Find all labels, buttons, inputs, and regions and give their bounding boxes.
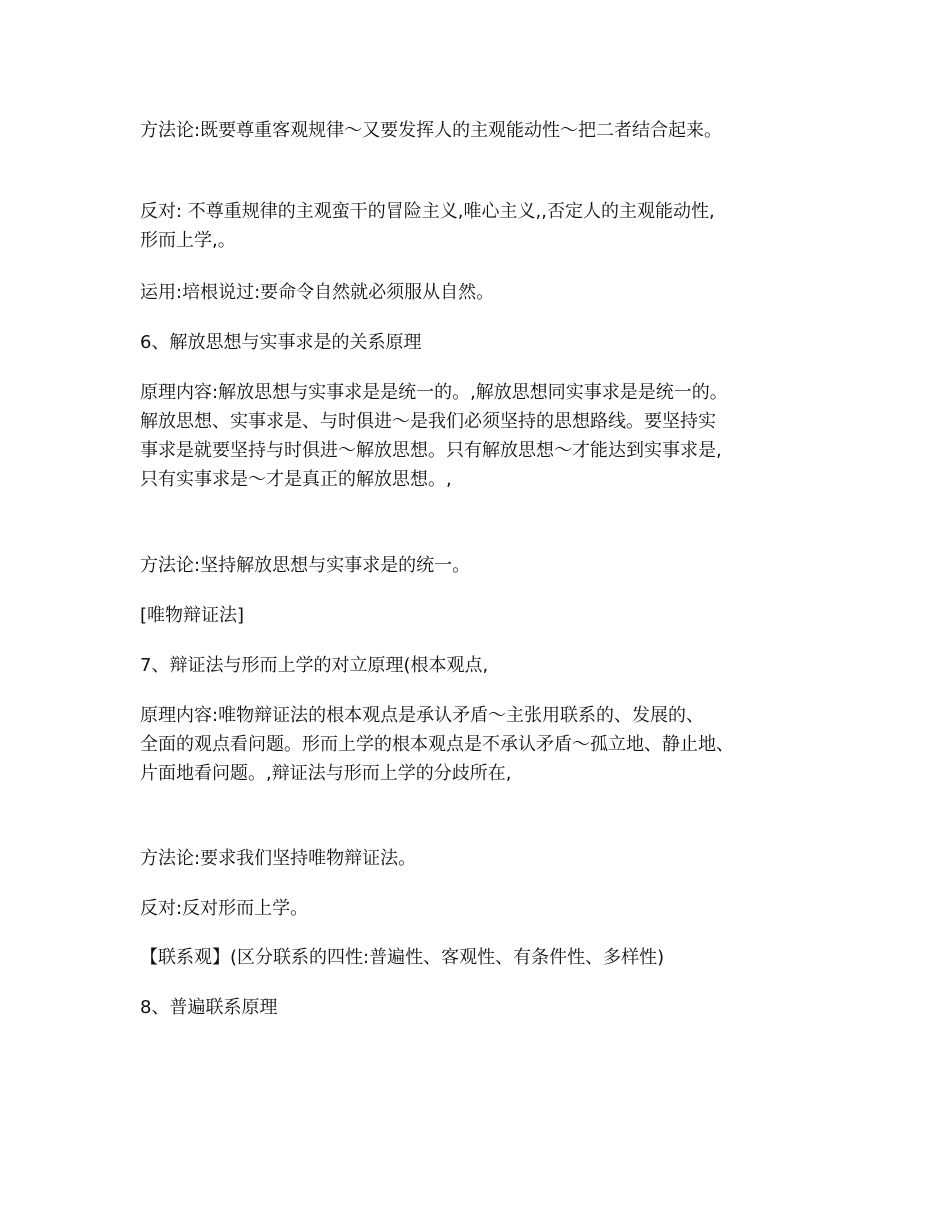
methodology-paragraph-3 [140,844,830,873]
text-line: 反对: 不尊重规律的主观蛮干的冒险主义,唯心主义,,否定人的主观能动性, [140,201,715,222]
section-bracket-heading [140,601,830,630]
connection-view-heading [140,943,830,972]
text-line: 形而上学,。 [140,230,236,251]
section-heading-6 [140,328,830,357]
text-line: [唯物辩证法] [140,605,245,626]
methodology-paragraph-1 [140,116,830,145]
text-line: 原理内容:解放思想与实事求是是统一的。,解放思想同实事求是是统一的。 [140,382,728,403]
application-paragraph [140,278,830,307]
text-line: 方法论:要求我们坚持唯物辩证法。 [140,848,417,869]
principle-paragraph-7 [140,701,830,788]
principle-paragraph-6 [140,378,830,494]
text-line: 运用:培根说过:要命令自然就必须服从自然。 [140,282,495,303]
section-heading-7 [140,651,830,680]
text-line: 解放思想、实事求是、与时俱进～是我们必须坚持的思想路线。要坚持实 [140,411,716,432]
text-line: 6、解放思想与实事求是的关系原理 [140,332,422,353]
text-line: 事求是就要坚持与时俱进～解放思想。只有解放思想～才能达到实事求是, [140,440,722,461]
methodology-paragraph-2 [140,551,830,580]
text-line: 方法论:坚持解放思想与实事求是的统一。 [140,555,471,576]
text-line: 方法论:既要尊重客观规律～又要发挥人的主观能动性～把二者结合起来。 [140,120,723,141]
opposition-paragraph-1 [140,197,830,255]
text-line: 只有实事求是～才是真正的解放思想。, [140,469,452,490]
text-line: 原理内容:唯物辩证法的根本观点是承认矛盾～主张用联系的、发展的、 [140,705,705,726]
text-line: 7、辩证法与形而上学的对立原理(根本观点, [140,655,489,676]
text-line: 反对:反对形而上学。 [140,898,309,919]
text-line: 片面地看问题。,辩证法与形而上学的分歧所在, [140,763,512,784]
opposition-paragraph-2 [140,894,830,923]
section-heading-8 [140,993,830,1022]
text-line: 8、普遍联系原理 [140,997,278,1018]
text-line: 全面的观点看问题。形而上学的根本观点是不承认矛盾～孤立地、静止地、 [140,734,734,755]
text-line: 【联系观】(区分联系的四性:普遍性、客观性、有条件性、多样性) [140,947,665,968]
